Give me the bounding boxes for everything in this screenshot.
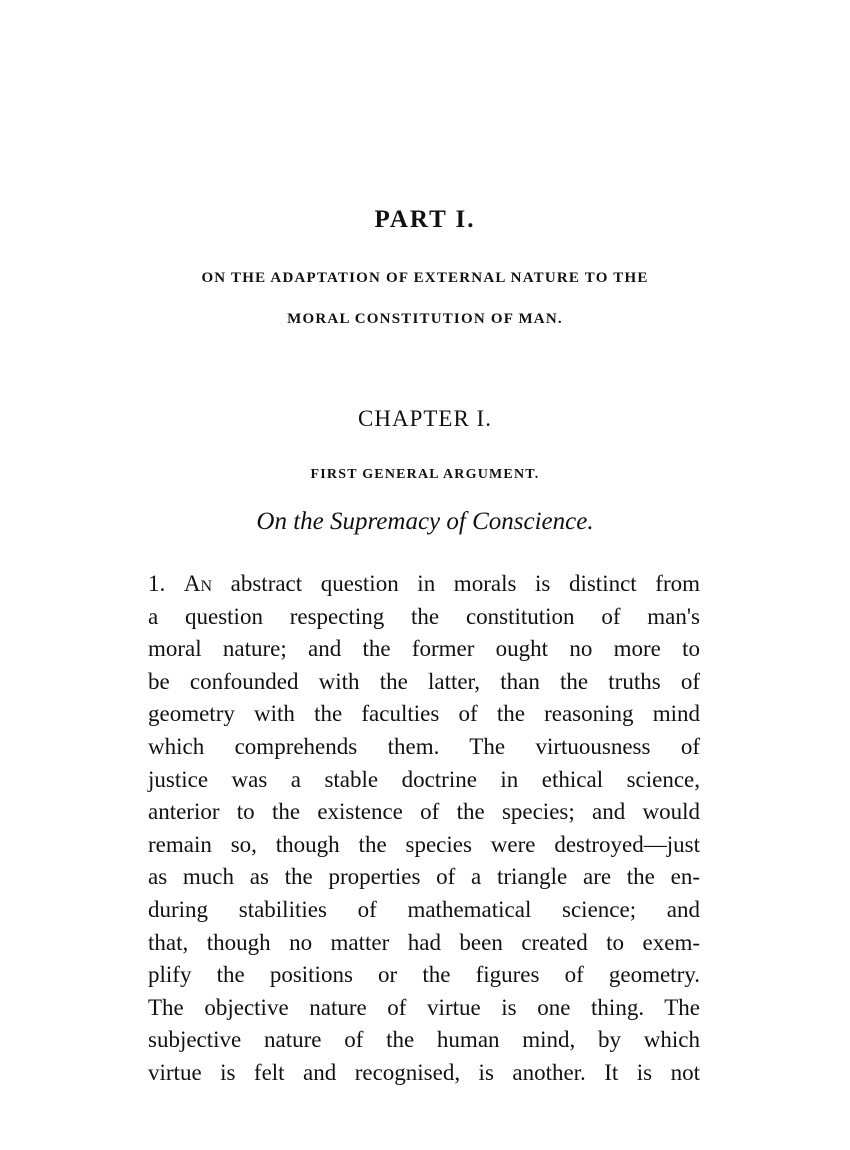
text-line-1-rest: abstract question in morals is distinct from [212, 571, 700, 596]
text-line-10: as much as the properties of a triangle are the en- [148, 864, 700, 890]
part-subtitle-line-2: MORAL CONSTITUTION OF MAN. [287, 311, 563, 327]
paragraph-first-word: An [183, 571, 213, 596]
paragraph-body [148, 568, 700, 1090]
text-line-6: which comprehends them. The virtuousness of [148, 733, 700, 759]
section-title: On the Supremacy of Conscience. [256, 508, 594, 535]
part-title: PART I. [374, 206, 476, 233]
text-line-8: anterior to the existence of the species; and would [148, 799, 700, 825]
text-line-5: geometry with the faculties of the reasoning mind [148, 701, 700, 727]
text-line-14: The objective nature of virtue is one thing. The [148, 994, 700, 1020]
chapter-title: CHAPTER I. [358, 406, 492, 431]
text-line-11: during stabilities of mathematical science; and [148, 896, 700, 922]
text-line-15: subjective nature of the human mind, by which [148, 1027, 700, 1053]
argument-title: FIRST GENERAL ARGUMENT. [310, 467, 540, 482]
paragraph-number: 1. [148, 571, 166, 596]
text-line-7: justice was a stable doctrine in ethical science, [148, 766, 700, 792]
text-line-9: remain so, though the species were destroyed—just [148, 831, 700, 857]
text-line-13: plify the positions or the figures of geometry. [148, 962, 700, 988]
text-line-2: a question respecting the constitution of man's [148, 603, 700, 629]
text-line-1 [148, 568, 700, 601]
text-line-4: be confounded with the latter, than the truths of [148, 668, 700, 694]
part-subtitle-line-1: ON THE ADAPTATION OF EXTERNAL NATURE TO THE [201, 270, 649, 286]
text-line-16: virtue is felt and recognised, is another. It is not [148, 1059, 700, 1085]
text-line-12: that, though no matter had been created to exem- [148, 929, 700, 955]
text-line-3: moral nature; and the former ought no more to [148, 636, 700, 662]
